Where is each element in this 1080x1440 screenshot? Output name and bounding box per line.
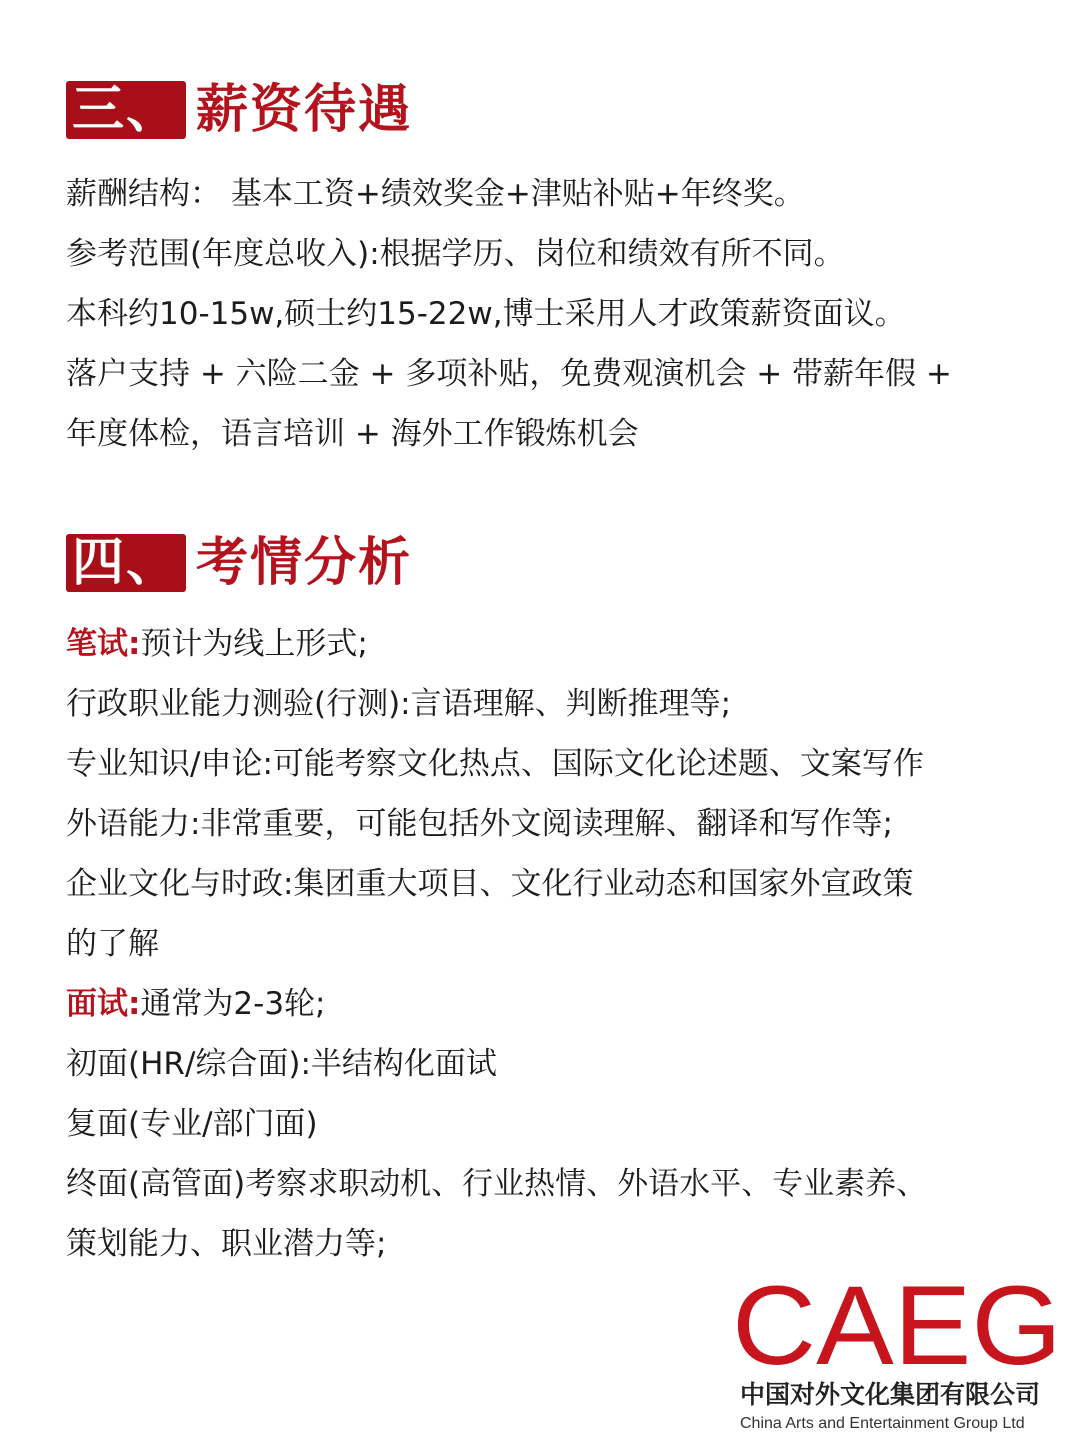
section-number: 四、 bbox=[66, 534, 186, 592]
section-title-exam bbox=[66, 533, 412, 593]
section-title-salary bbox=[66, 80, 412, 140]
company-name-en: China Arts and Entertainment Group Ltd bbox=[740, 1415, 1025, 1432]
exam-line: 外语能力:非常重要，可能包括外文阅读理解、翻译和写作等; bbox=[66, 806, 893, 842]
salary-line: 薪酬结构： 基本工资+绩效奖金+津贴补贴+年终奖。 bbox=[66, 176, 805, 212]
company-name-cn: 中国对外文化集团有限公司 bbox=[740, 1380, 1041, 1409]
salary-line: 年度体检，语言培训 + 海外工作锻炼机会 bbox=[66, 416, 639, 452]
exam-line: 策划能力、职业潜力等; bbox=[66, 1226, 387, 1262]
written-exam-line bbox=[66, 614, 927, 674]
salary-line: 参考范围(年度总收入):根据学历、岗位和绩效有所不同。 bbox=[66, 236, 845, 272]
exam-line: 终面(高管面)考察求职动机、行业热情、外语水平、专业素养、 bbox=[66, 1166, 928, 1202]
salary-line: 本科约10-15w,硕士约15-22w,博士采用人才政策薪资面议。 bbox=[66, 296, 906, 332]
section-heading: 薪资待遇 bbox=[196, 80, 413, 140]
caeg-logo-text: CAEG bbox=[732, 1272, 1062, 1382]
salary-line: 落户支持 + 六险二金 + 多项补贴，免费观演机会 + 带薪年假 + bbox=[66, 356, 952, 392]
exam-line: 的了解 bbox=[66, 926, 159, 962]
written-exam-label: 笔试: bbox=[66, 626, 141, 662]
exam-lines bbox=[66, 614, 927, 1274]
exam-line: 复面(专业/部门面) bbox=[66, 1106, 318, 1142]
interview-text: 通常为2-3轮; bbox=[140, 986, 326, 1022]
exam-line: 专业知识/申论:可能考察文化热点、国际文化论述题、文案写作 bbox=[66, 746, 924, 782]
section-heading: 考情分析 bbox=[196, 533, 413, 593]
salary-lines bbox=[66, 164, 952, 464]
exam-line: 行政职业能力测验(行测):言语理解、判断推理等; bbox=[66, 686, 732, 722]
exam-line: 初面(HR/综合面):半结构化面试 bbox=[66, 1046, 497, 1082]
section-number: 三、 bbox=[66, 81, 186, 139]
caeg-logo-mark bbox=[730, 1272, 1066, 1382]
exam-line: 企业文化与时政:集团重大项目、文化行业动态和国家外宣政策 bbox=[66, 866, 914, 902]
interview-line bbox=[66, 974, 927, 1034]
interview-label: 面试: bbox=[66, 986, 141, 1022]
written-exam-text: 预计为线上形式; bbox=[140, 626, 368, 662]
caeg-logo bbox=[730, 1272, 1070, 1432]
